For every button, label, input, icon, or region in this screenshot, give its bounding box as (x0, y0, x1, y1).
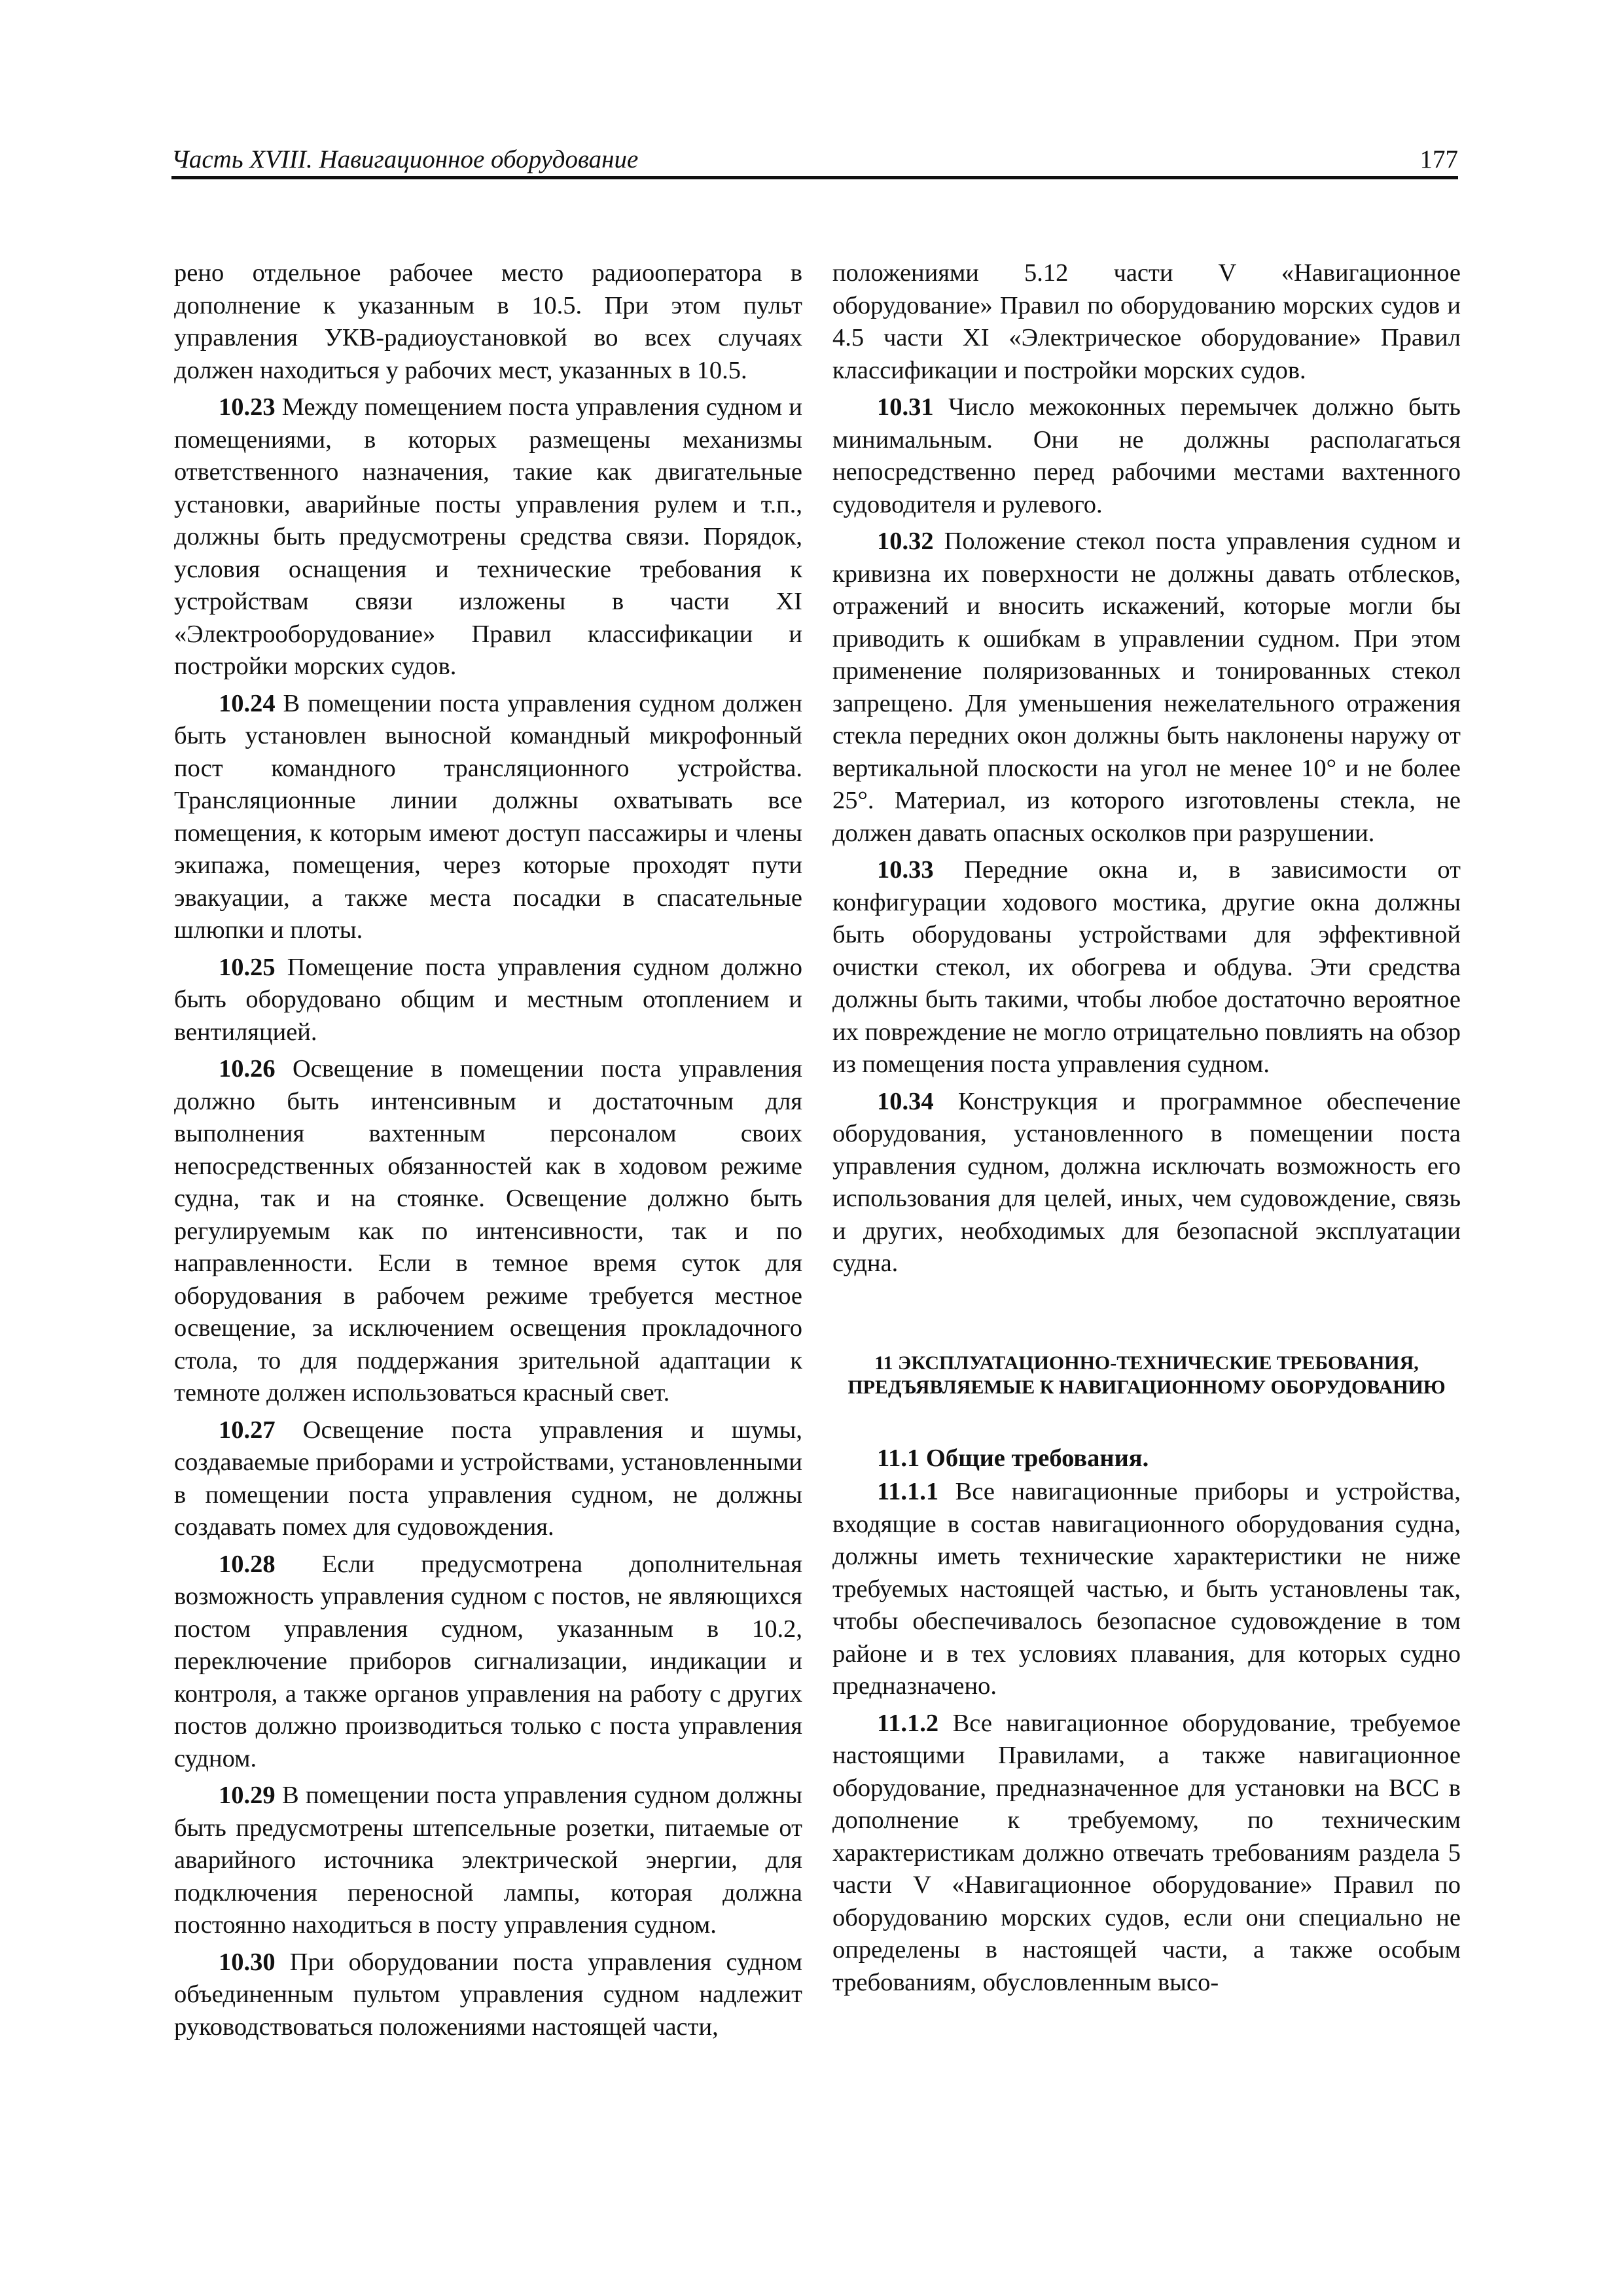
paragraph-10-31 (832, 391, 1461, 521)
clause-number: 10.33 (877, 856, 934, 884)
paragraph-10-32 (832, 526, 1461, 850)
paragraph-10-25 (174, 952, 802, 1049)
paragraph-text: Если предусмотрена дополнительная возможность управления судном с постов, не являющихся постом управления судном, указанным в 10.2, переключение приборов сигнализации, индикации и контроля, а также органов управления на работу с других постов должно производиться только с поста управления судном. (174, 1550, 802, 1772)
clause-number: 11.1.1 (877, 1478, 939, 1505)
paragraph-text: Все навигационные приборы и устройства, входящие в состав навигационного оборудования судна, должны иметь технические характеристики не ниже требуемых настоящей частью, и быть установлены так, чтобы обеспечивалось безопасное судовождение в том районе и в тех условиях плавания, для которых судно предназначено. (832, 1478, 1461, 1700)
paragraph-text: Освещение поста управления и шумы, создаваемые приборами и устройствами, установленными в помещении поста управления судном, не должны создавать помех для судовождения. (174, 1416, 802, 1541)
paragraph-10-28 (174, 1549, 802, 1776)
paragraph-10-33 (832, 854, 1461, 1081)
paragraph-text: В помещении поста управления судном должен быть установлен выносной командный микрофонный пост командного трансляционного устройства. Трансляционные линии должны охватывать все помещения, к которым имеют доступ пассажиры и члены экипажа, помещения, через которые проходят пути эвакуации, а также места посадки в спасательные шлюпки и плоты. (174, 689, 802, 944)
subsection-heading: 11.1 Общие требования. (877, 1444, 1149, 1472)
clause-number: 10.29 (219, 1782, 276, 1809)
paragraph-text: Освещение в помещении поста управления должно быть интенсивным и достаточным для выполнения вахтенным персоналом своих непосредственных обязанностей как в ходовом режиме судна, так и на стоянке. Освещение должно быть регулируемым как по интенсивности, так и по направленности. Если в темное время суток для оборудования в рабочем режиме требуется местное освещение, за исключением освещения прокладочного стола, то для поддержания зрительной адаптации к темноте должен использоваться красный свет. (174, 1055, 802, 1407)
paragraph-11-1-2 (832, 1708, 1461, 2000)
paragraph-continued (832, 257, 1461, 387)
clause-number: 10.26 (219, 1055, 276, 1083)
paragraph-text: Положение стекол поста управления судном и кривизна их поверхности не должны давать отблесков, отражений и вносить искажений, которые могли бы приводить к ошибкам в управлении судном. При этом применение поляризованных и тонированных стекол запрещено. Для уменьшения нежелательного отражения стекла передних окон должны быть наклонены наружу от вертикальной плоскости на угол не менее 10° и не более 25°. Материал, из которого изготовлены стекла, не должен давать опасных осколков при разрушении. (832, 528, 1461, 847)
paragraph-text: При оборудовании поста управления судном объединенным пультом управления судном надлежит руководствоваться положениями настоящей части, (174, 1948, 802, 2041)
clause-number: 10.32 (877, 528, 934, 555)
right-column (832, 257, 1461, 2003)
paragraph-10-24 (174, 688, 802, 947)
paragraph-text: Число межоконных перемычек должно быть минимальным. Они не должны располагаться непосредственно перед рабочими местами вахтенного судоводителя и рулевого. (832, 393, 1461, 518)
clause-number: 10.27 (219, 1416, 276, 1444)
paragraph-10-30 (174, 1946, 802, 2044)
paragraph-text: Передние окна и, в зависимости от конфигурации ходового мостика, другие окна должны быть оборудованы устройствами для эффективной очистки стекол, их обогрева и обдува. Эти средства должны быть такими, чтобы любое достаточно вероятное их повреждение не могло отрицательно повлиять на обзор из помещения поста управления судном. (832, 856, 1461, 1078)
header-rule (171, 176, 1458, 179)
paragraph-11-1-1 (832, 1476, 1461, 1703)
paragraph-text: рено отдельное рабочее место радиооператора в дополнение к указанным в 10.5. При этом пульт управления УКВ-радиоустановкой во всех случаях должен находиться у рабочих мест, указанных в 10.5. (174, 259, 802, 384)
left-column (174, 257, 802, 2048)
clause-number: 10.28 (219, 1550, 276, 1578)
clause-number: 10.25 (219, 953, 276, 981)
paragraph-10-26 (174, 1053, 802, 1410)
paragraph-text: Все навигационное оборудование, требуемое настоящими Правилами, а также навигационное оборудование, предназначенное для установки на ВСС в дополнение к требуемому, по техническим характеристикам должно отвечать требованиям раздела 5 части V «Навигационное оборудование» Правил по оборудованию морских судов, если они специально не определены в настоящей части, а также особым требованиям, обусловленным высо- (832, 1709, 1461, 1996)
paragraph-text: В помещении поста управления судном должны быть предусмотрены штепсельные розетки, питаемые от аварийного источника электрической энергии, для подключения переносной лампы, которая должна постоянно находиться в посту управления судном. (174, 1782, 802, 1939)
clause-number: 10.34 (877, 1087, 934, 1115)
paragraph-10-34 (832, 1086, 1461, 1280)
clause-number: 10.23 (219, 393, 276, 421)
running-title: Часть XVIII. Навигационное оборудование (171, 145, 639, 173)
paragraph-continued (174, 257, 802, 387)
clause-number: 10.24 (219, 689, 276, 717)
page-header (171, 145, 1458, 179)
section-heading: 11 ЭКСПЛУАТАЦИОННО-ТЕХНИЧЕСКИЕ ТРЕБОВАНИЯ, ПРЕДЪЯВЛЯЕМЫЕ К НАВИГАЦИОННОМУ ОБОРУДОВАНИЮ (847, 1352, 1446, 1398)
paragraph-text: Помещение поста управления судном должно быть оборудовано общим и местным отоплением и вентиляцией. (174, 953, 802, 1046)
paragraph-text: положениями 5.12 части V «Навигационное оборудование» Правил по оборудованию морских судов и 4.5 части XI «Электрическое оборудование» Правил классификации и постройки морских судов. (832, 259, 1461, 384)
clause-number: 11.1.2 (877, 1709, 939, 1737)
paragraph-10-29 (174, 1780, 802, 1942)
paragraph-text: Конструкция и программное обеспечение оборудования, установленного в помещении поста управления судном, должна исключать возможность его использования для целей, иных, чем судовождение, связь и других, необходимых для безопасной эксплуатации судна. (832, 1087, 1461, 1277)
page-number: 177 (1419, 145, 1458, 173)
paragraph-10-27 (174, 1414, 802, 1544)
clause-number: 10.30 (219, 1948, 276, 1976)
paragraph-10-23 (174, 391, 802, 683)
clause-number: 10.31 (877, 393, 934, 421)
paragraph-text: Между помещением поста управления судном и помещениями, в которых размещены механизмы ответственного назначения, такие как двигательные установки, аварийные посты управления рулем и т.п., должны быть предусмотрены средства связи. Порядок, условия оснащения и технические требования к устройствам связи изложены в части XI «Электрооборудование» Правил классификации и постройки морских судов. (174, 393, 802, 680)
